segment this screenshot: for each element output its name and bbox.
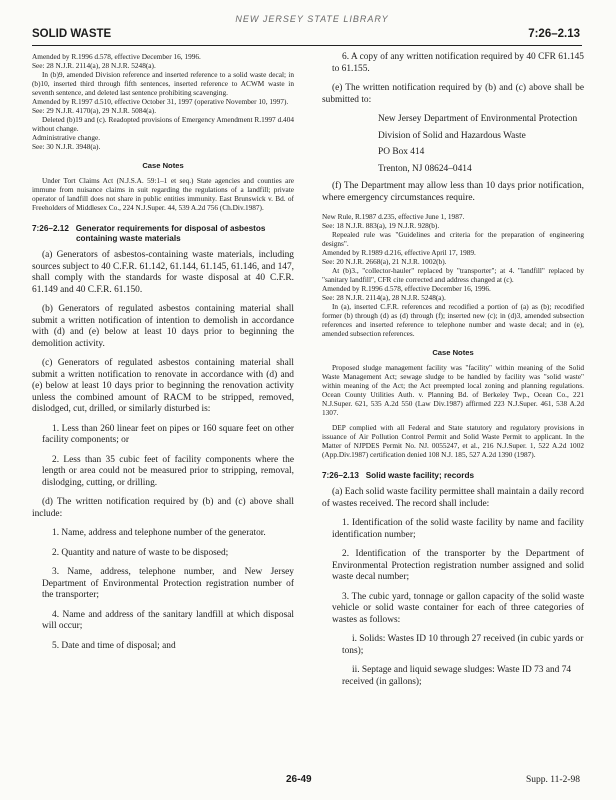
section-title: Generator requirements for disposal of asbestos containing waste materials	[75, 224, 266, 243]
list-item: 1. Less than 260 linear feet on pipes or 160 square feet on other facility components; or	[42, 423, 294, 445]
library-stamp: NEW JERSEY STATE LIBRARY	[235, 14, 389, 24]
history-line: Amended by R.1989 d.216, effective April 17, 1989.	[322, 248, 476, 257]
list-item: 1. Name, address and telephone number of the generator.	[52, 528, 266, 538]
history-line: See: 30 N.J.R. 3948(a).	[32, 142, 101, 151]
section-heading	[322, 471, 584, 481]
paragraph: (d) The written notification required by (b) and (c) above shall include:	[32, 497, 294, 519]
history-line: See: 18 N.J.R. 883(a), 19 N.J.R. 928(b).	[322, 221, 440, 230]
list-item: 2. Identification of the transporter by the Department of Environmental Protection registration number assigned and solid waste decal number;	[332, 549, 584, 582]
history-line: See: 28 N.J.R. 2114(a), 28 N.J.R. 5248(a).	[32, 61, 156, 70]
case-notes-title: Case Notes	[432, 348, 474, 357]
list-item: 2. Less than 35 cubic feet of facility components where the length or area could not be measured prior to stripping, removal, dislodging, cutting, or drilling.	[42, 454, 294, 488]
history-line: In (a), inserted C.F.R. references and recodified a portion of (a) as (b); recodified former (b) through (d) as (d) through (f); inserted new (c); in (d)3, amended subsection references and inserted reference to telephone number and waste decal; and in (e), amended subsection references.	[322, 302, 584, 338]
list-item: 5. Date and time of disposal; and	[52, 640, 176, 651]
list-item: 4. Name and address of the sanitary landfill at which disposal will occur;	[42, 609, 294, 631]
paragraph: (e) The written notification required by (b) and (c) above shall be submitted to:	[322, 83, 584, 105]
address-line: New Jersey Department of Environmental Protection	[378, 114, 578, 124]
history-line: See: 28 N.J.R. 2114(a), 28 N.J.R. 5248(a).	[322, 293, 446, 302]
supplement-date: Supp. 11-2-98	[525, 775, 580, 785]
section-number: 7:26–2.12	[32, 224, 69, 233]
list-item: 1. Identification of the solid waste facility by name and facility identification number;	[332, 518, 584, 540]
running-head-section: 7:26–2.13	[528, 28, 580, 40]
paragraph: (a) Each solid waste facility permittee shall maintain a daily record of wastes received. The record shall include:	[322, 487, 584, 509]
paragraph: (c) Generators of regulated asbestos containing material shall submit a written notification to renovate in accordance with (d) and (e) below at least 10 days prior to beginning the renovation activity unless the combined amount of RACM to be stripped, removed, dislodged, cut, drilled, or similarly disturbed is:	[32, 358, 294, 414]
address-line: PO Box 414	[378, 147, 425, 157]
history-line: See: 29 N.J.R. 4170(a), 29 N.J.R. 5084(a).	[32, 106, 157, 115]
page-number: 26-49	[286, 774, 312, 785]
sub-item: ii. Septage and liquid sewage sludges: Waste ID 73 and 74 received (in gallons);	[342, 665, 572, 687]
header-rule	[32, 45, 582, 46]
history-line: At (b)3., "collector-hauler" replaced by "transporter"; at 4. "landfill" replaced by "sanitary landfill", CFR cite corrected and address changed at (c).	[322, 266, 584, 284]
sub-item: i. Solids: Wastes ID 10 through 27 received (in cubic yards or tons);	[342, 634, 584, 656]
history-line: Repealed rule was "Guidelines and criteria for the preparation of engineering designs".	[322, 230, 584, 248]
list-item: 2. Quantity and nature of waste to be disposed;	[52, 547, 229, 558]
list-item: 3. Name, address, telephone number, and New Jersey Department of Environmental Protection registration number of the transporter;	[42, 567, 294, 600]
mailing-address	[378, 114, 584, 175]
history-line: In (b)9, amended Division reference and inserted reference to a solid waste decal; in (b)10, inserted third through fifth sentences, inserted reference to ACWM waste in seventh sentence, and deleted last sentence prohibiting scavenging.	[32, 70, 294, 97]
paragraph: (b) Generators of regulated asbestos containing material shall submit a written notification of intention to demolish in accordance with (d) and (e) below at least 10 days prior to beginning the demolition activity.	[32, 304, 294, 349]
case-note: Under Tort Claims Act (N.J.S.A. 59:1–1 et seq.) State agencies and counties are immune from nuisance claims in suit regarding the regulations of a landfill; private operator of landfill does not share in public entities immunity. East Brunswick v. Bd. of Freeholders of Middlesex Co., 224 N.J.Super. 44, 539 A.2d 756 (Ch.Div.1987).	[32, 176, 294, 212]
paragraph: (f) The Department may allow less than 10 days prior notification, where emergency circumstances require.	[322, 181, 584, 203]
case-note: DEP complied with all Federal and State statutory and regulatory provisions in issuance of Air Pollution Control Permit and Solid Waste Permit to applicant. In the Matter of NJPDES Permit No. NJ. 0055247, et al., 216 N.J.Super. 1, 522 A.2d 1002 (App.Div.1987) certification denied 108 N.J. 185, 527 A.2d 1390 (1987).	[322, 423, 584, 459]
paragraph: (a) Generators of asbestos-containing waste materials, including sources subject to 40 C.F.R. 61.142, 61.144, 61.145, 61.146, and 147, shall comply with the standards for waste disposal at 40 C.F.R. 61.149 and 40 C.F.R. 61.150.	[32, 250, 294, 295]
section-number: 7:26–2.13	[322, 471, 359, 480]
running-head-title: SOLID WASTE	[32, 28, 112, 40]
history-line: New Rule, R.1987 d.235, effective June 1, 1987.	[322, 212, 465, 221]
history-line: Amended by R.1997 d.510, effective October 31, 1997 (operative November 10, 1997).	[32, 97, 289, 106]
history-line: Deleted (b)19 and (c). Readopted provisions of Emergency Amendment R.1997 d.404 without change.	[32, 115, 294, 133]
history-line: Administrative change.	[32, 133, 101, 142]
history-line: See: 20 N.J.R. 2668(a), 21 N.J.R. 1002(b).	[322, 257, 447, 266]
right-column	[322, 52, 584, 696]
list-item: 3. The cubic yard, tonnage or gallon capacity of the solid waste vehicle or solid waste container for each of three categories of wastes as follows:	[332, 591, 584, 625]
address-line: Division of Solid and Hazardous Waste	[378, 130, 526, 141]
list-item: 6. A copy of any written notification required by 40 CFR 61.145 to 61.155.	[332, 52, 584, 74]
case-note: Proposed sludge management facility was "facility" within meaning of the Solid Waste Management Act; sewage sludge to be handled by facility was "solid waste" within meaning of the Act; the Act preempted local zoning and planning regulations. Ocean County Utilities Auth. v. Planning Bd. of Berkeley Twp., Ocean Co., 221 N.J.Super. 621, 535 A.2d 550 (Law Div.1987) affirmed 223 N.J.Super. 461, 538 A.2d 1307.	[322, 363, 584, 417]
history-line: Amended by R.1996 d.578, effective December 16, 1996.	[32, 52, 201, 61]
case-notes-title: Case Notes	[142, 161, 184, 170]
address-line: Trenton, NJ 08624–0414	[378, 163, 472, 174]
section-title: Solid waste facility; records	[365, 471, 475, 480]
section-heading	[32, 224, 294, 244]
left-column	[32, 52, 294, 660]
history-line: Amended by R.1996 d.578, effective December 16, 1996.	[322, 284, 491, 293]
